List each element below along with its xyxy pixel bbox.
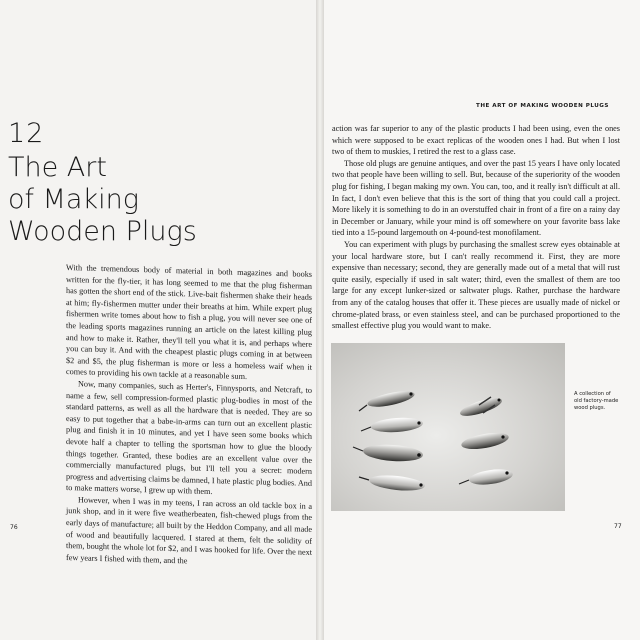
right-paragraph-3: You can experiment with plugs by purchasing the smallest screw eyes obtainable at your local hardware store, but I can't really recommend it. First, they are more expensive than necessary; second, they are generally made out of a metal that will rust quite easily, especially if used in salt water; third, even the smallest of them are too large for any except lunker-sized or saltwater plugs. Rather, purchase the hardware from any of the catalog houses that offer it. These pieces are usually made of nickel or chrome-plated brass, or even stainless steel, and can be purchased proportioned to the smallest effective plug you would want to make. <box>332 239 620 331</box>
chapter-title-line-1: The Art <box>8 152 107 183</box>
left-page-number: 76 <box>10 524 18 531</box>
plug-7 <box>459 467 514 487</box>
right-page-number: 77 <box>614 523 622 530</box>
right-body-text <box>332 123 620 332</box>
right-paragraph-1: action was far superior to any of the plastic products I had been using, even the ones which were supposed to be exact replicas of the wooden ones I had. But when I lost two of them to muskies, I retired the rest to a glass case. <box>332 124 620 157</box>
chapter-title <box>8 152 197 248</box>
plug-6 <box>460 430 510 452</box>
right-paragraph-2: Those old plugs are genuine antiques, and over the past 15 years I have only located two that people have been willing to sell. But, because of the superiority of the wooden plug for fishing, I began making my own. You can, too, and it really isn't difficult at all. In fact, I don't even believe that this is the sort of thing that you could call a project. More likely it is something to do in an overstuffed chair in front of a fire on a rainy day in December or January, while your mind is off somewhere on your favorite bass lake tied into a 15-pound largemouth on 4-pound-test monofilament. <box>332 158 620 238</box>
left-body-text <box>66 262 312 570</box>
running-head: THE ART OF MAKING WOODEN PLUGS <box>476 103 609 109</box>
chapter-title-line-3: Wooden Plugs <box>8 216 197 247</box>
photo-caption: A collection of old factory-made wood plugs. <box>574 391 619 411</box>
chapter-number: 12 <box>8 118 45 149</box>
left-paragraph-2: Now, many companies, such as Herter's, Finnysports, and Netcraft, to name a few, sell compression-formed plastic plug-bodies in most of the standard patterns, as well as all the hardware that is needed. They are so easy to put together that a babe-in-arms can turn out an excellent plastic plug and finish it in 10 minutes, and yet I have seen some books which devote half a chapter to telling the sportsman how to glue the bloody things together. Granted, these bodies are an excellent value over the commercially manufactured plugs, but I'll tell you a secret: modern progress and advertising claims be damned, I hate plastic plug bodies. And to make matters worse, I grew up with them. <box>66 379 312 497</box>
plug-2 <box>361 416 423 434</box>
plug-3 <box>353 443 423 463</box>
plug-1 <box>359 388 416 411</box>
left-paragraph-3: However, when I was in my teens, I ran across an old tackle box in a junk shop, and in it were five weatherbeaten, fish-chewed plugs from the early days of manufacture; all built by the Heddon Company, and all made of wood and beautifully lacquered. I stared at them, felt the solidity of them, bought the whole lot for $2, and I was hooked for life. Over the next few years I fished with them, and the <box>66 495 312 566</box>
plugs-illustration <box>331 343 565 511</box>
wooden-plugs-photo <box>331 343 565 511</box>
plug-5 <box>458 394 504 419</box>
chapter-title-line-2: of Making <box>8 184 139 215</box>
book-gutter <box>316 0 324 640</box>
left-paragraph-1: With the tremendous body of material in both magazines and books written for the fly-tier, it has long seemed to me that the plug fisherman has gotten the short end of the stick. Live-bait fishermen shake their heads at him; fly-fishermen mutter under their breaths at him. While expert plug fishermen write tomes about how to fish a plug, you will never see one of the leading sports magazines running an article on the latest killing plug and how to make it. Rather, they'll tell you what it is, and perhaps where you can buy it. And with the cheapest plastic plugs coming in at between $2 and $5, the plug fisherman is more or less a homeless waif when it comes to providing his own tackle at a reasonable sum. <box>66 263 312 382</box>
plug-4 <box>359 473 426 493</box>
